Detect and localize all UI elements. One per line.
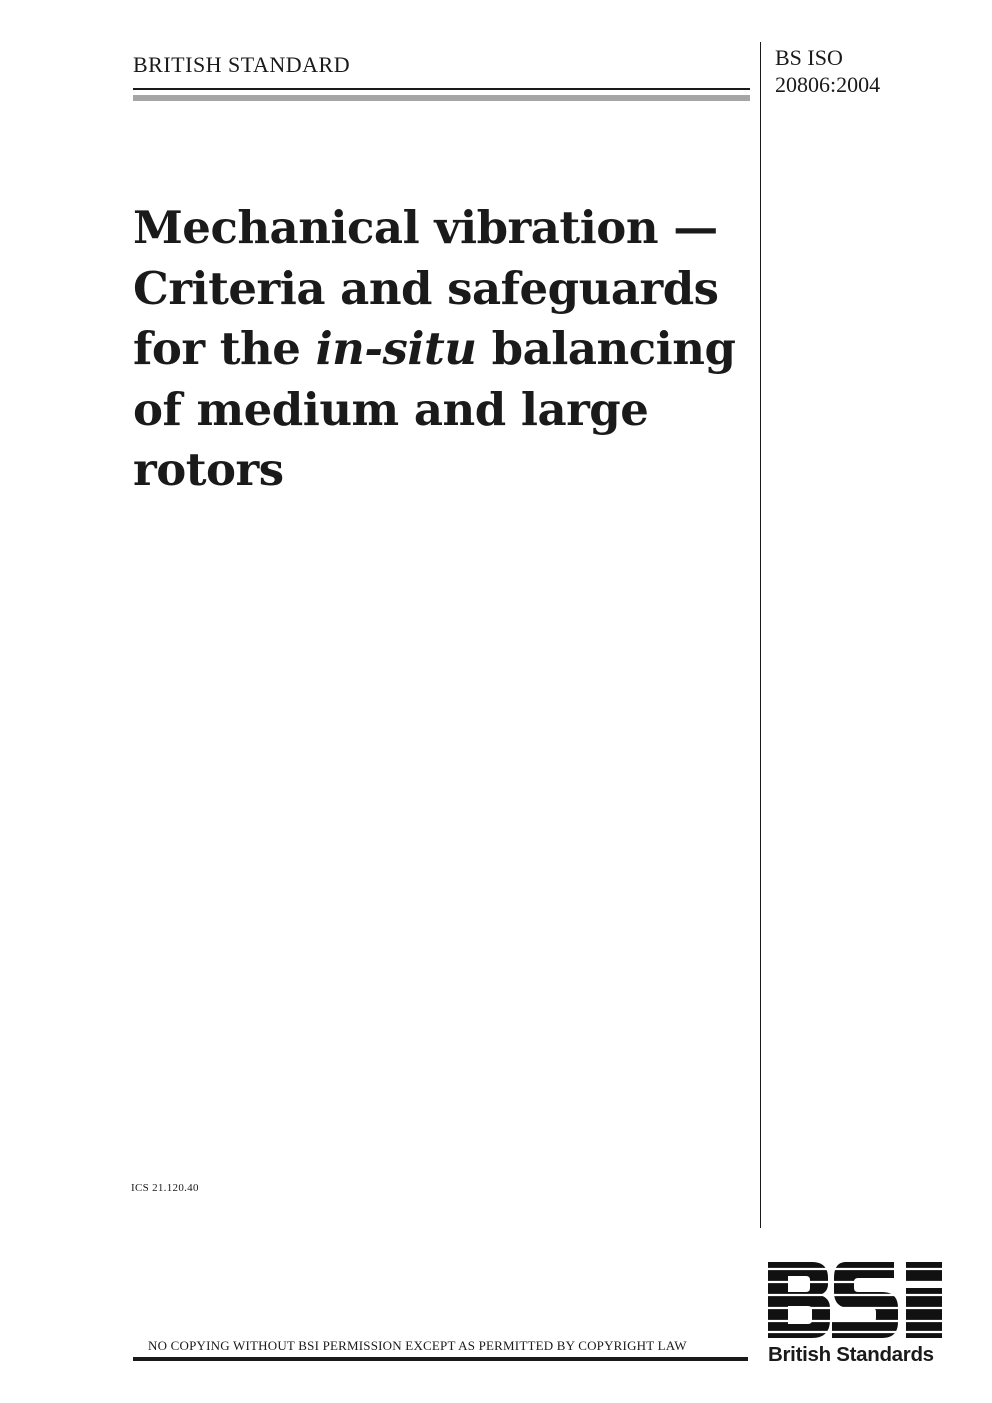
- ics-code: ICS 21.120.40: [131, 1182, 199, 1194]
- title-line-3: [133, 319, 758, 380]
- standard-number-prefix: BS ISO: [775, 45, 843, 70]
- series-label: BRITISH STANDARD: [133, 52, 351, 77]
- title-line-2: Criteria and safeguards: [133, 261, 719, 315]
- title-line-3-end: balancing: [476, 322, 736, 375]
- header-rule-thick: [133, 95, 750, 101]
- standard-number: [775, 44, 880, 98]
- title-line-3-start: for the: [133, 322, 316, 375]
- standard-number-code: 20806:2004: [775, 72, 881, 97]
- logo-wordmark: British Standards: [768, 1343, 934, 1366]
- vertical-divider: [760, 42, 761, 1228]
- document-title: [133, 198, 758, 501]
- title-italic-term: in-situ: [315, 322, 477, 375]
- title-line-5: rotors: [133, 443, 284, 496]
- footer-rule: [133, 1357, 748, 1361]
- header-rule-thin: [133, 88, 750, 90]
- title-line-1: Mechanical vibration —: [133, 201, 718, 254]
- copyright-notice: NO COPYING WITHOUT BSI PERMISSION EXCEPT AS PERMITTED BY COPYRIGHT LAW: [148, 1338, 687, 1353]
- title-line-4: of medium and large: [133, 382, 649, 436]
